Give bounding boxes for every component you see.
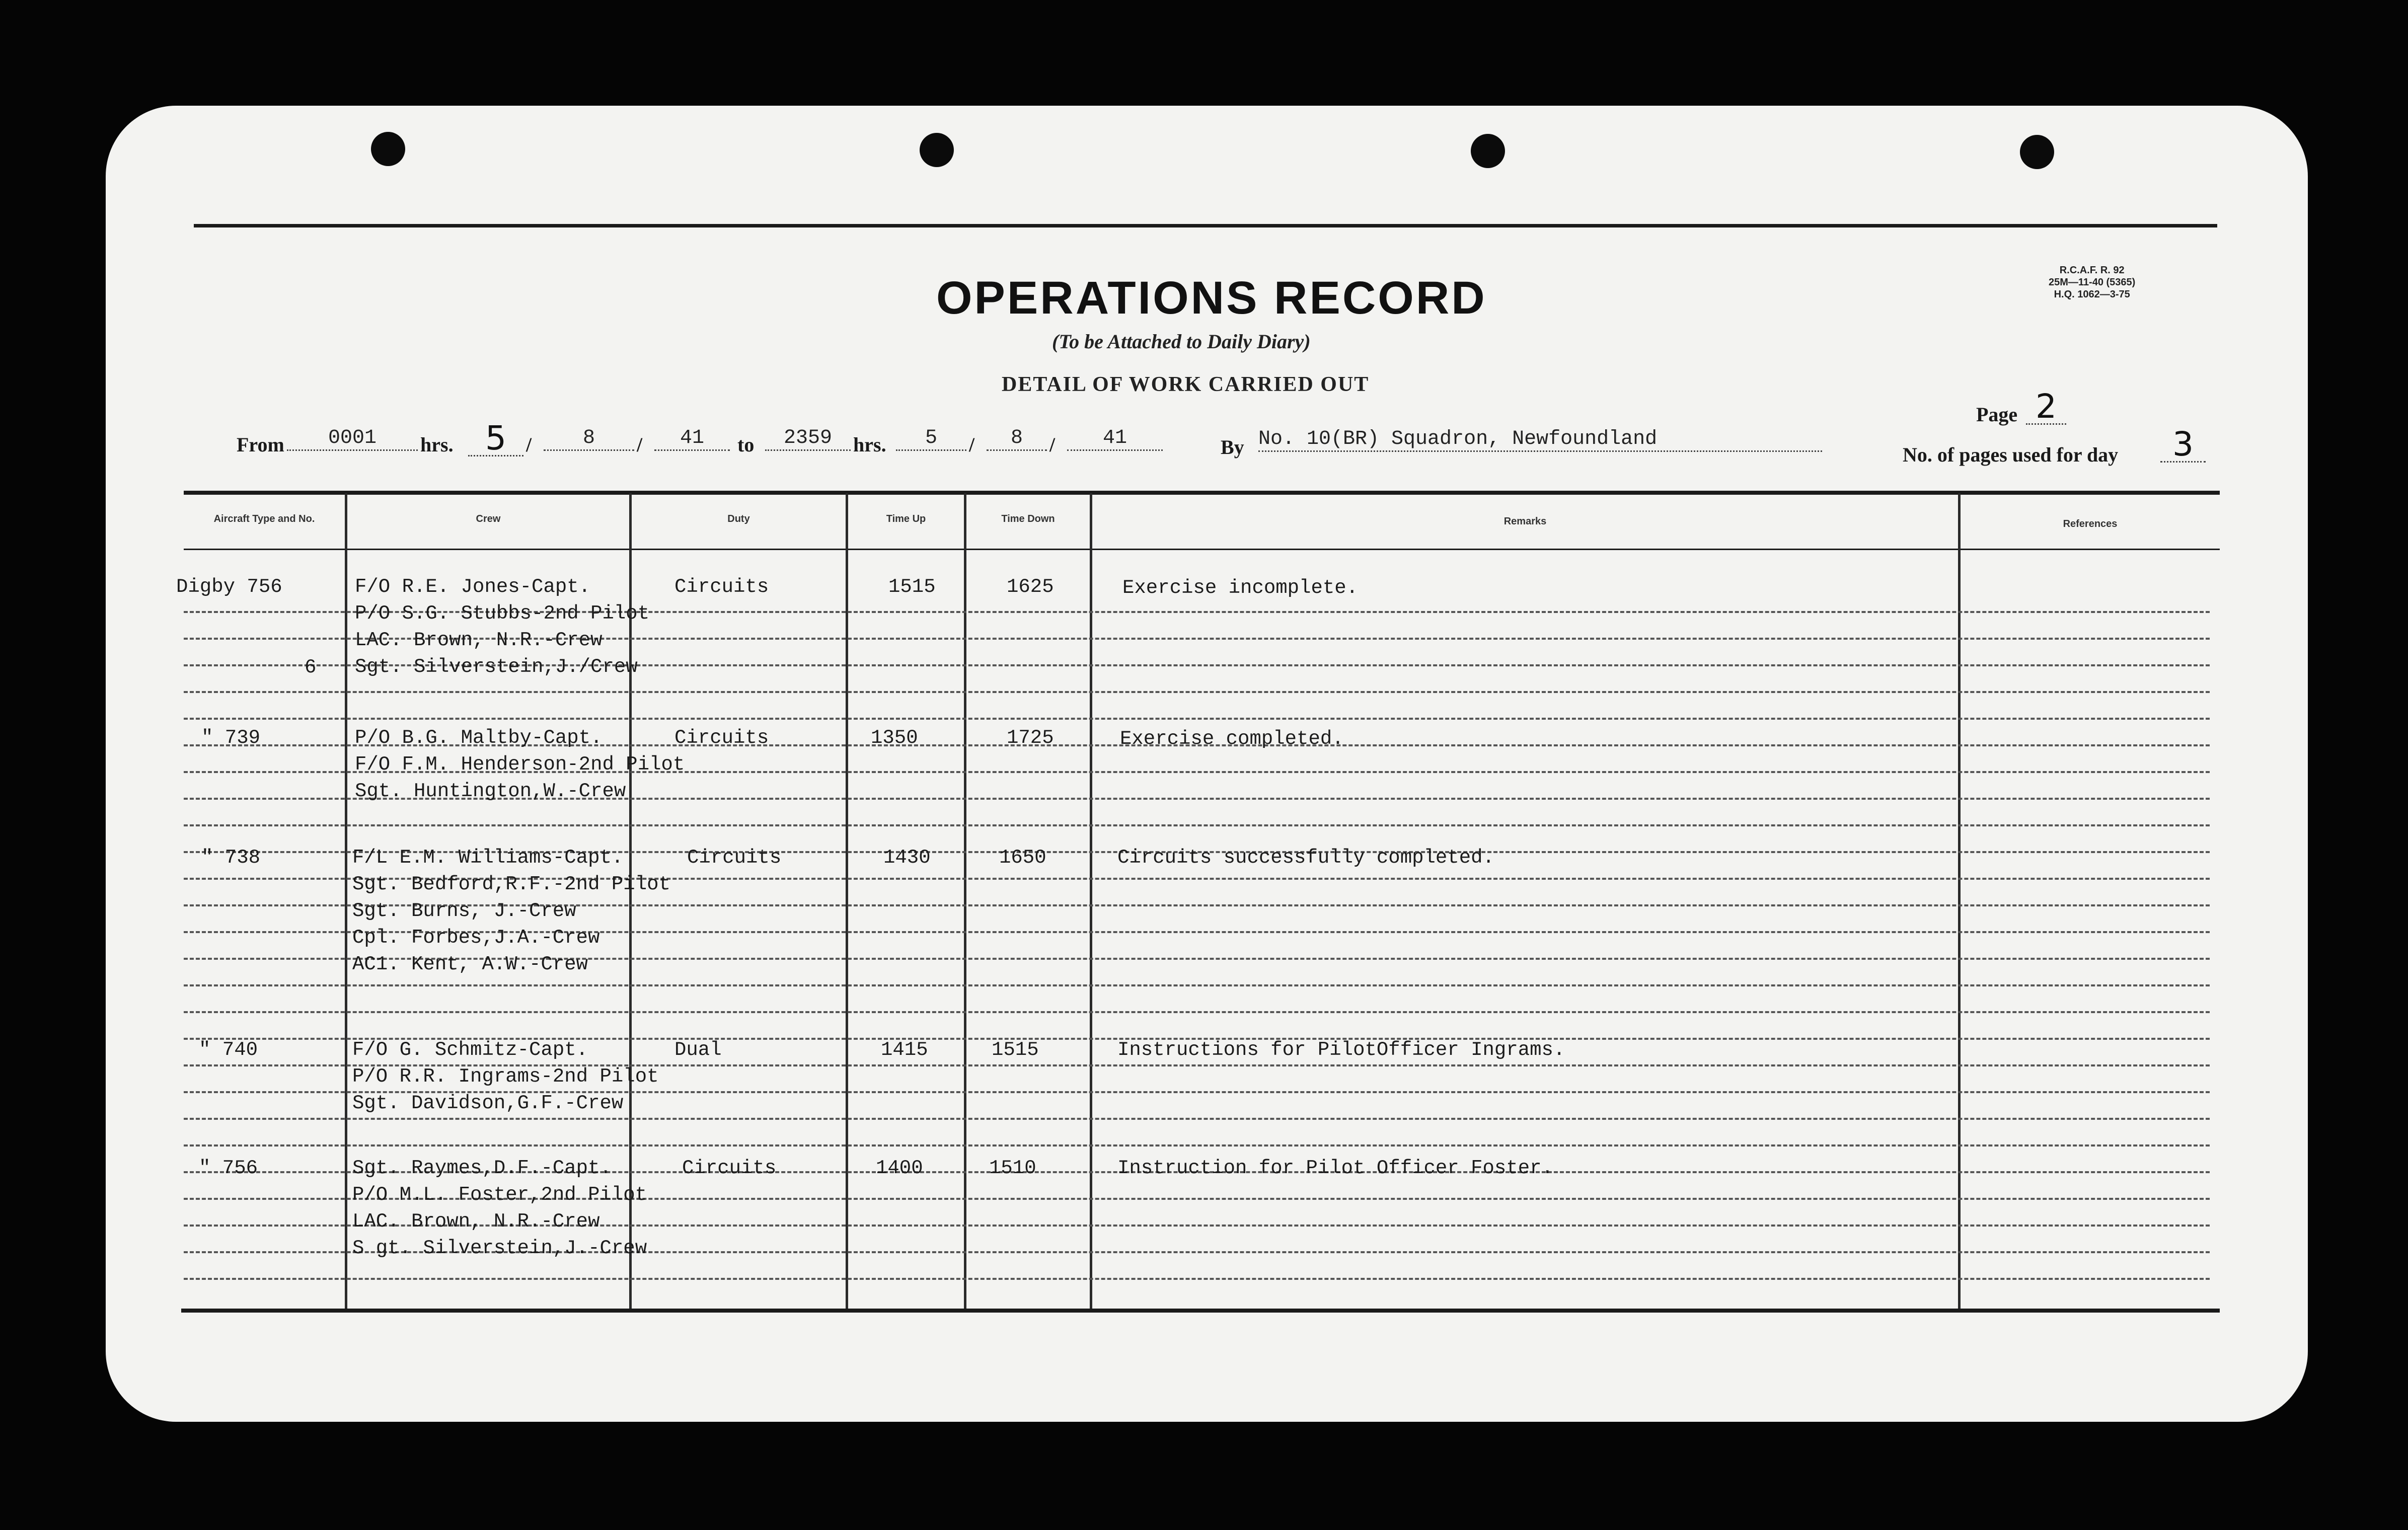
column-header-time-down: Time Down: [1001, 513, 1055, 524]
crew-cell: F/L E.M. Williams-Capt. Sgt. Bedford,R.F.-2nd Pilot Sgt. Burns, J.-Crew Cpl. Forbes,J.A.-Crew AC1. Kent, A.W.-Crew: [352, 847, 670, 975]
from-year: 41: [654, 427, 730, 451]
time-up-cell: 1350: [871, 727, 918, 749]
to-day: 5: [896, 427, 966, 451]
from-day: 5: [468, 422, 523, 456]
squadron-name: No. 10(BR) Squadron, Newfoundland: [1258, 428, 1822, 452]
remarks-cell: Instructions for PilotOfficer Ingrams.: [1117, 1039, 1565, 1061]
aircraft-cell: Digby 756: [176, 576, 282, 598]
crew-cell: F/O G. Schmitz-Capt. P/O R.R. Ingrams-2nd Pilot Sgt. Davidson,G.F.-Crew: [352, 1039, 659, 1114]
hrs-label: hrs.: [853, 433, 886, 456]
pages-used-count: 3: [2160, 428, 2206, 463]
column-header-duty: Duty: [727, 513, 750, 524]
page-label: Page: [1976, 403, 2018, 426]
ruled-line: [184, 691, 2210, 693]
column-divider: [964, 493, 966, 1309]
date-separator: /: [637, 433, 643, 456]
to-time: 2359: [765, 427, 851, 451]
to-label: to: [737, 433, 755, 456]
aircraft-cell: " 756: [199, 1157, 258, 1179]
page-title: OPERATIONS RECORD: [936, 272, 1487, 324]
crew-cell: F/O R.E. Jones-Capt. P/O S.G. Stubbs-2nd Pilot LAC. Brown, N.R.-Crew Sgt. Silverstein,J./Crew: [355, 576, 650, 678]
time-down-cell: 1725: [1007, 727, 1054, 749]
column-divider: [1090, 493, 1092, 1309]
column-header-time-up: Time Up: [886, 513, 926, 524]
date-separator: /: [969, 433, 975, 456]
aircraft-cell-extra: 6: [305, 656, 317, 678]
duty-cell: Circuits: [674, 576, 769, 598]
time-up-cell: 1400: [876, 1157, 923, 1179]
ruled-line: [184, 1118, 2210, 1120]
binder-hole: [371, 132, 405, 166]
duty-cell: Circuits: [674, 727, 769, 749]
remarks-cell: Instruction for Pilot Officer Foster.: [1117, 1157, 1553, 1179]
time-up-cell: 1430: [883, 847, 931, 869]
aircraft-cell: " 739: [201, 727, 261, 749]
table-bottom-rule: [181, 1309, 2220, 1313]
record-card: [106, 106, 2308, 1422]
aircraft-cell: " 738: [201, 847, 261, 869]
ruled-line: [184, 718, 2210, 720]
crew-cell: P/O B.G. Maltby-Capt. F/O F.M. Henderson-2nd Pilot Sgt. Huntington,W.-Crew: [355, 727, 685, 802]
top-rule: [194, 224, 2217, 227]
time-down-cell: 1625: [1007, 576, 1054, 598]
column-header-aircraft: Aircraft Type and No.: [213, 513, 315, 524]
column-header-references: References: [2063, 518, 2118, 529]
crew-cell: Sgt. Raymes,D.F.-Capt. P/O M.L. Foster,2nd Pilot LAC. Brown, N.R.-Crew S gt. Silverstein,J.-Crew: [352, 1157, 647, 1259]
ruled-line: [184, 1144, 2210, 1146]
to-month: 8: [987, 427, 1047, 451]
form-code: R.C.A.F. R. 92 25M—11-40 (5365) H.Q. 1062—3-75: [2049, 265, 2136, 300]
remarks-cell: Exercise incomplete.: [1122, 577, 1359, 599]
page-subtitle: (To be Attached to Daily Diary): [1052, 330, 1311, 353]
to-year: 41: [1067, 427, 1163, 451]
time-down-cell: 1510: [989, 1157, 1036, 1179]
duty-cell: Circuits: [687, 847, 782, 869]
duty-cell: Dual: [674, 1039, 722, 1061]
hrs-label: hrs.: [420, 433, 454, 456]
from-time: 0001: [287, 427, 418, 451]
time-down-cell: 1650: [999, 847, 1046, 869]
header-bottom-rule: [184, 549, 2220, 550]
ruled-line: [184, 1011, 2210, 1013]
column-header-crew: Crew: [476, 513, 501, 524]
date-separator: /: [1049, 433, 1056, 456]
by-label: By: [1221, 436, 1244, 458]
ruled-line: [184, 824, 2210, 826]
remarks-cell: Circuits successfully completed.: [1117, 847, 1494, 869]
column-header-remarks: Remarks: [1503, 516, 1547, 527]
time-down-cell: 1515: [992, 1039, 1039, 1061]
time-up-cell: 1515: [888, 576, 936, 598]
pages-used-label: No. of pages used for day: [1903, 443, 2119, 466]
ruled-line: [184, 984, 2210, 986]
column-divider: [345, 493, 347, 1309]
duty-cell: Circuits: [682, 1157, 777, 1179]
column-divider: [846, 493, 848, 1309]
from-label: From: [237, 433, 284, 456]
column-divider: [1958, 493, 1961, 1309]
table-top-rule: [184, 491, 2220, 495]
ruled-line: [184, 1278, 2210, 1280]
binder-hole: [920, 133, 954, 167]
aircraft-cell: " 740: [199, 1039, 258, 1061]
date-separator: /: [526, 433, 532, 456]
binder-hole: [2020, 135, 2054, 169]
page-number: 2: [2026, 390, 2066, 425]
remarks-cell: Exercise completed.: [1120, 728, 1344, 750]
detail-heading: DETAIL OF WORK CARRIED OUT: [1002, 373, 1370, 396]
time-up-cell: 1415: [881, 1039, 928, 1061]
from-month: 8: [544, 427, 634, 451]
binder-hole: [1471, 134, 1505, 168]
